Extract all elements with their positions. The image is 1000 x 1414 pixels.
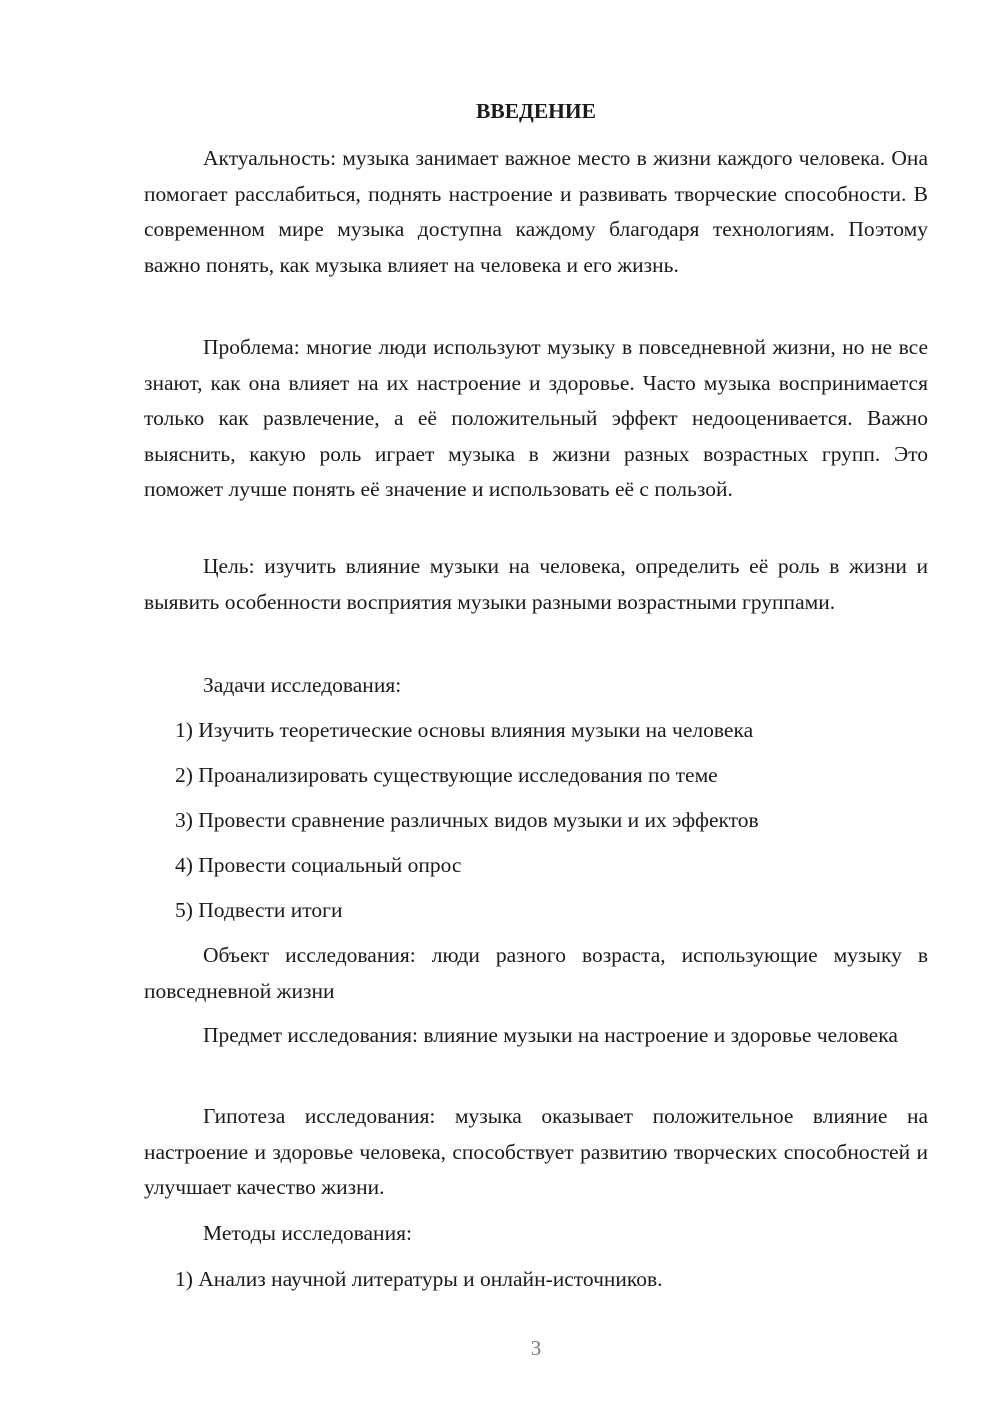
document-page [144,0,928,1414]
method-item: 1) Анализ научной литературы и онлайн-источников. [175,1267,663,1291]
page-number: 3 [530,1336,542,1360]
relevance-paragraph: Актуальность: музыка занимает важное место в жизни каждого человека. Она помогает расслабиться, поднять настроение и развивать творческие способности. В современном мире музыка доступна каждому благодаря технологиям. Поэтому важно понять, как музыка влияет на человека и его жизнь. [144,146,928,277]
subject-paragraph: Предмет исследования: влияние музыки на настроение и здоровье человека [203,1023,898,1047]
task-item: 4) Провести социальный опрос [175,853,462,877]
methods-heading: Методы исследования: [203,1221,412,1245]
task-item: 1) Изучить теоретические основы влияния музыки на человека [175,718,754,742]
hypothesis-paragraph: Гипотеза исследования: музыка оказывает положительное влияние на настроение и здоровье человека, способствует развитию творческих способностей и улучшает качество жизни. [144,1104,928,1199]
object-paragraph: Объект исследования: люди разного возраста, использующие музыку в повседневной жизни [144,943,928,1003]
section-title: ВВЕДЕНИЕ [476,99,596,123]
tasks-heading: Задачи исследования: [203,673,402,697]
problem-paragraph: Проблема: многие люди используют музыку в повседневной жизни, но не все знают, как она влияет на их настроение и здоровье. Часто музыка воспринимается только как развлечение, а её положительный эффект недооценивается. Важно выяснить, какую роль играет музыка в жизни разных возрастных групп. Это поможет лучше понять её значение и использовать её с пользой. [144,335,928,501]
task-item: 3) Провести сравнение различных видов музыки и их эффектов [175,808,759,832]
task-item: 2) Проанализировать существующие исследования по теме [175,763,718,787]
task-item: 5) Подвести итоги [175,898,343,922]
goal-paragraph: Цель: изучить влияние музыки на человека, определить её роль в жизни и выявить особенности восприятия музыки разными возрастными группами. [144,554,928,614]
